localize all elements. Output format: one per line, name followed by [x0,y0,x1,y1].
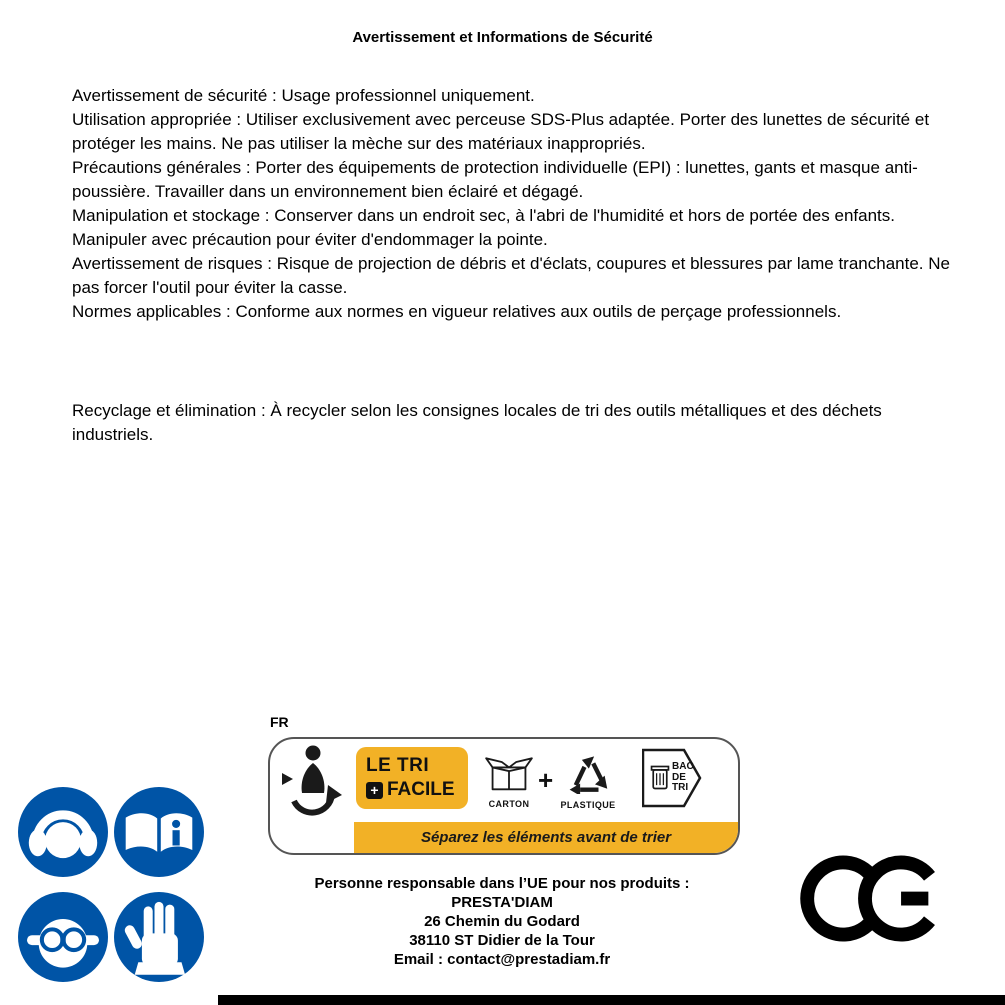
bin-label: BAC DE TRI [672,761,694,793]
tri-badge-line1: LE TRI [366,755,430,776]
hand-protection-icon [114,892,204,982]
paragraph-risk-warning: Avertissement de risques : Risque de projection de débris et d'éclats, coupures et blessures par lame tranchante. Ne pas forcer l'outil pour éviter la casse. [72,254,950,297]
eye-protection-icon [18,892,108,982]
mandatory-safety-icons [18,787,204,982]
plastique-label: PLASTIQUE [560,800,616,810]
paragraph-proper-use: Utilisation appropriée : Utiliser exclusivement avec perceuse SDS-Plus adaptée. Porter des lunettes de sécurité et protéger les mains. Ne pas utiliser la mèche sur des matériaux inappropriés. [72,110,930,153]
carton-label: CARTON [488,799,530,809]
trash-bin-icon [649,763,671,792]
recycling-triangle-icon [565,752,611,794]
ce-mark-icon [797,852,945,945]
city-address: 38110 ST Didier de la Tour [409,932,595,949]
bottom-black-bar [218,995,1005,1005]
ear-protection-icon [18,787,108,877]
paragraph-standards: Normes applicables : Conforme aux normes en vigueur relatives aux outils de perçage professionnels. [72,302,842,321]
paragraph-handling-storage: Manipulation et stockage : Conserver dans un endroit sec, à l'abri de l'humidité et hors de portée des enfants. Manipuler avec précaution pour éviter d'endommager la pointe. [72,206,895,249]
plus-separator: + [538,765,554,795]
carton-box-icon [483,751,535,793]
company-name: PRESTA'DIAM [451,894,553,911]
responsible-person-block [252,874,752,969]
triman-icon [280,743,352,823]
sorting-tagline: Séparez les éléments avant de trier [354,822,738,853]
responsible-intro: Personne responsable dans l’UE pour nos produits : [314,875,690,892]
contact-email: Email : contact@prestadiam.fr [393,951,611,968]
paragraph-safety-warning: Avertissement de sécurité : Usage professionnel uniquement. [72,86,535,105]
le-tri-facile-badge [356,747,468,809]
safety-paragraphs [72,84,964,324]
paragraph-general-precautions: Précautions générales : Porter des équipements de protection individuelle (EPI) : lunettes, gants et masque anti-poussière. Travailler dans un environnement bien éclairé et dégagé. [72,158,918,201]
plus-icon: + [366,782,383,799]
paragraph-recycling: Recyclage et élimination : À recycler selon les consignes locales de tri des outils métalliques et des déchets industriels. [72,401,882,444]
page-title: Avertissement et Informations de Sécurité [352,29,653,46]
sorting-bin-flag [642,748,702,808]
triman-country-label: FR [270,714,289,730]
triman-recycling-label [268,737,740,855]
plastique-material [560,752,616,810]
tri-badge-line2: FACILE [387,779,455,800]
read-manual-icon [114,787,204,877]
street-address: 26 Chemin du Godard [424,913,580,930]
carton-material [480,751,538,809]
